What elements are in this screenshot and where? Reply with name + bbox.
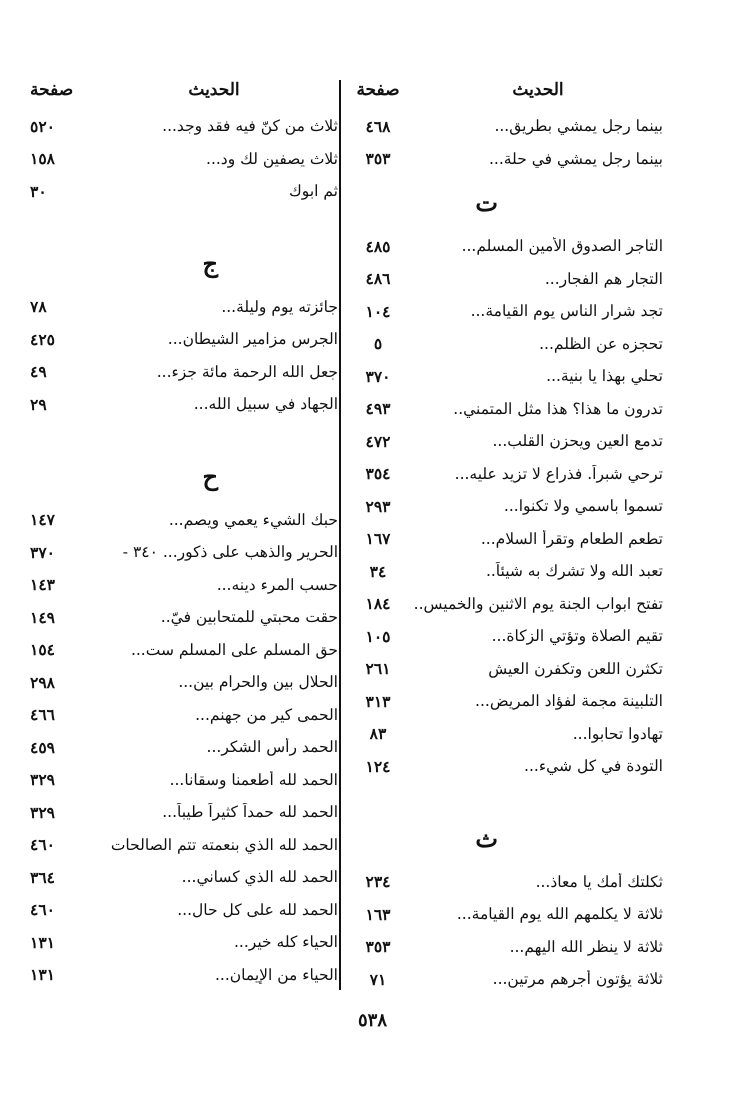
entry-page: ١٠٥: [365, 626, 391, 646]
entry-text: التاجر الصدوق الأمين المسلم...: [461, 237, 663, 256]
entry-page: ٤٦٠: [30, 835, 55, 855]
entry-page: ١٢٤: [365, 756, 391, 776]
entry-page: ٣٧٠: [365, 366, 391, 386]
index-entry: [30, 926, 338, 959]
entry-text: حسب المرء دينه...: [216, 575, 338, 594]
entry-text: الحمد رأس الشكر...: [206, 738, 338, 757]
entry-text: تجد شرار الناس يوم القيامة...: [470, 302, 663, 321]
entry-page: ٧٨: [30, 297, 47, 317]
index-entry: [343, 718, 663, 751]
index-entry: [30, 796, 338, 829]
tha-entries: [343, 866, 663, 996]
entry-text: الحياء كله خير...: [234, 933, 338, 952]
index-entry: [30, 536, 338, 569]
entry-page: ٣١٣: [365, 691, 391, 711]
entry-page: ٤٦٦: [30, 705, 55, 725]
entry-text: جائزته يوم وليلة...: [221, 297, 338, 316]
index-entry: [343, 143, 663, 176]
column-header: [343, 70, 663, 110]
entry-text: حبك الشيء يعمي ويصم...: [168, 510, 338, 529]
index-entry: [343, 110, 663, 143]
entry-text: تقيم الصلاة وتؤتي الزكاة...: [491, 627, 663, 646]
entry-page: ٥: [373, 334, 383, 354]
entry-text: الحمى كير من جهنم...: [195, 705, 338, 724]
index-entry: [343, 685, 663, 718]
index-entry: [343, 931, 663, 964]
entry-text: التودة في كل شيء...: [524, 757, 663, 776]
entry-page: ١٦٣: [365, 904, 391, 924]
index-entry: [30, 110, 338, 143]
entry-page: ١٣١: [30, 932, 55, 952]
entry-text: الحياء من الإيمان...: [215, 965, 338, 984]
entry-text: الحمد لله على كل حال...: [177, 900, 338, 919]
entry-page: ٤٢٥: [30, 329, 55, 349]
entry-text: جعل الله الرحمة مائة جزء...: [156, 362, 338, 381]
entry-text: ثم ابوك: [289, 182, 338, 201]
index-entry: [30, 829, 338, 862]
index-entry: [30, 291, 338, 324]
index-entry: [30, 504, 338, 537]
index-entry: [30, 764, 338, 797]
entry-text: بينما رجل يمشي بطريق...: [494, 117, 663, 136]
entry-text: تسموا باسمي ولا تكنوا...: [503, 497, 663, 516]
entry-text: الحمد لله الذي بنعمته تتم الصالحات: [110, 835, 338, 854]
entry-page: ١٣١: [30, 965, 55, 985]
index-entry: [30, 666, 338, 699]
index-entry: [343, 393, 663, 426]
index-entry: [343, 523, 663, 556]
entry-text: ترحي شبراً. فذراع لا تزيد عليه...: [454, 464, 663, 483]
entry-text: تكثرن اللعن وتكفرن العيش: [488, 659, 663, 678]
entry-text: التجار هم الفجار...: [544, 269, 663, 288]
entry-page: ٤٥٩: [30, 737, 55, 757]
entry-page: ٤٩: [30, 362, 47, 382]
section-letter-ha: ح: [202, 461, 218, 491]
entry-page: ٤٨٦: [365, 269, 391, 289]
entry-page: ٣٦٤: [30, 867, 55, 887]
entry-page: ٣٥٣: [365, 937, 391, 957]
entry-text: ثلاثة يؤتون أجرهم مرتين...: [492, 970, 663, 989]
entry-text: تهادوا تحابوا...: [572, 724, 663, 743]
entry-text: ثلاثة لا يكلمهم الله يوم القيامة...: [456, 905, 663, 924]
index-entry: [343, 490, 663, 523]
index-entry: [30, 388, 338, 421]
entry-page: ٥٢٠: [30, 116, 55, 136]
index-entry: [30, 569, 338, 602]
spacer: [30, 421, 338, 449]
index-entry: [30, 861, 338, 894]
entry-page: ١٠٤: [365, 301, 391, 321]
entry-text: تعبد الله ولا تشرك به شيئاً..: [485, 562, 663, 581]
index-entry: [343, 328, 663, 361]
index-entry: [343, 653, 663, 686]
entry-text: ثلاث يصفين لك ود...: [206, 149, 338, 168]
entry-page: ٣٧٠: [30, 542, 55, 562]
index-entry: [30, 143, 338, 176]
index-column-right: [343, 70, 663, 996]
spacer: [343, 783, 663, 811]
hadith-header: الحديث: [512, 80, 564, 100]
entry-page: ١٥٨: [30, 149, 55, 169]
entry-page: ٧١: [369, 969, 387, 989]
entry-text: حق المسلم على المسلم ست...: [130, 640, 338, 659]
index-entry: [343, 263, 663, 296]
entry-page: ٤٧٢: [365, 431, 391, 451]
entry-text: ثلاثة لا ينظر الله اليهم...: [509, 937, 663, 956]
page-header: صفحة: [30, 80, 74, 100]
index-entry: [343, 458, 663, 491]
ta-entries: [343, 230, 663, 783]
entry-page: ٤٩٣: [365, 399, 391, 419]
column-header: [30, 70, 338, 110]
entry-text: الحلال بين والحرام بين...: [178, 673, 338, 692]
entry-text: بينما رجل يمشي في حلة...: [488, 149, 663, 168]
entry-page: ١٥٤: [30, 640, 55, 660]
section-letter-jim: ج: [202, 248, 218, 278]
entry-text: الحمد لله حمداً كثيراً طيباً...: [162, 803, 338, 822]
entry-page: ١٦٧: [365, 529, 391, 549]
ha-entries: [30, 504, 338, 992]
page-number: ٥٣٨: [357, 1010, 387, 1031]
index-entry: [343, 230, 663, 263]
entry-text: تحلي بهذا يا بنية...: [546, 367, 663, 386]
entry-text: الجهاد في سبيل الله...: [193, 395, 338, 414]
entry-text: تطعم الطعام وتقرأ السلام...: [480, 529, 663, 548]
entry-text: الجرس مزامير الشيطان...: [167, 330, 338, 349]
entry-page: ٣٤: [369, 561, 387, 581]
page-header: صفحة: [356, 80, 400, 100]
hadith-header: الحديث: [188, 80, 240, 100]
index-entry: [343, 588, 663, 621]
entry-page: ٨٣: [369, 724, 387, 744]
entry-page: ٢٣٤: [365, 872, 391, 892]
entry-page: ١٨٤: [365, 594, 391, 614]
index-entry: [30, 731, 338, 764]
entry-page: ١٤٣: [30, 575, 55, 595]
entry-page: ٢٩٣: [365, 496, 391, 516]
index-entry: [343, 360, 663, 393]
index-entry: [30, 601, 338, 634]
index-entry: [343, 620, 663, 653]
entry-page: ٣٥٤: [365, 464, 391, 484]
index-entry: [343, 750, 663, 783]
entry-page: ٣٢٩: [30, 770, 55, 790]
entry-page: ٤٦٨: [365, 116, 391, 136]
entry-page: ٤٦٠: [30, 900, 55, 920]
entry-page: ٢٩: [30, 394, 47, 414]
column-divider: [339, 80, 341, 990]
entry-text: تدمع العين ويحزن القلب...: [492, 432, 663, 451]
entry-page: ٢٩٨: [30, 672, 55, 692]
entry-text: ثلاث من كنّ فيه فقد وجد...: [162, 117, 338, 136]
entry-text: تفتح ابواب الجنة يوم الاثنين والخميس..: [413, 594, 663, 613]
entry-page: ٣٥٣: [365, 149, 391, 169]
section-letter-tha: ث: [475, 823, 498, 853]
index-entry: [30, 356, 338, 389]
index-entry: [343, 555, 663, 588]
entry-page: ١٤٧: [30, 510, 55, 530]
entry-text: الحرير والذهب على ذكور... ٣٤٠ -: [122, 543, 338, 562]
entry-text: الحمد لله الذي كساني...: [181, 868, 338, 887]
entry-text: ثكلتك أمك يا معاذ...: [535, 872, 663, 891]
index-column-left: [30, 70, 338, 991]
index-entry: [30, 894, 338, 927]
index-entry: [30, 699, 338, 732]
spacer: [30, 208, 338, 236]
index-entry: [30, 634, 338, 667]
index-entry: [343, 963, 663, 996]
entry-text: التلبينة مجمة لفؤاد المريض...: [475, 692, 663, 711]
index-entry: [343, 425, 663, 458]
entry-text: الحمد لله أطعمنا وسقانا...: [169, 770, 338, 789]
index-entry: [343, 898, 663, 931]
entry-page: ٣٢٩: [30, 802, 55, 822]
index-entry: [30, 175, 338, 208]
index-entry: [343, 295, 663, 328]
entry-text: حقت محبتي للمتحابين فيّ..: [160, 608, 338, 627]
section-letter-ta: ت: [475, 188, 498, 217]
index-entry: [30, 323, 338, 356]
jim-entries: [30, 291, 338, 421]
index-entry: [343, 866, 663, 899]
entry-text: تدرون ما هذا؟ هذا مثل المتمني..: [453, 399, 663, 418]
entry-page: ٢٦١: [365, 659, 391, 679]
entry-text: تحجزه عن الظلم...: [539, 334, 663, 353]
entry-page: ١٤٩: [30, 607, 55, 627]
entry-page: ٣٠: [30, 181, 47, 201]
index-entry: [30, 959, 338, 992]
entry-page: ٤٨٥: [365, 236, 391, 256]
